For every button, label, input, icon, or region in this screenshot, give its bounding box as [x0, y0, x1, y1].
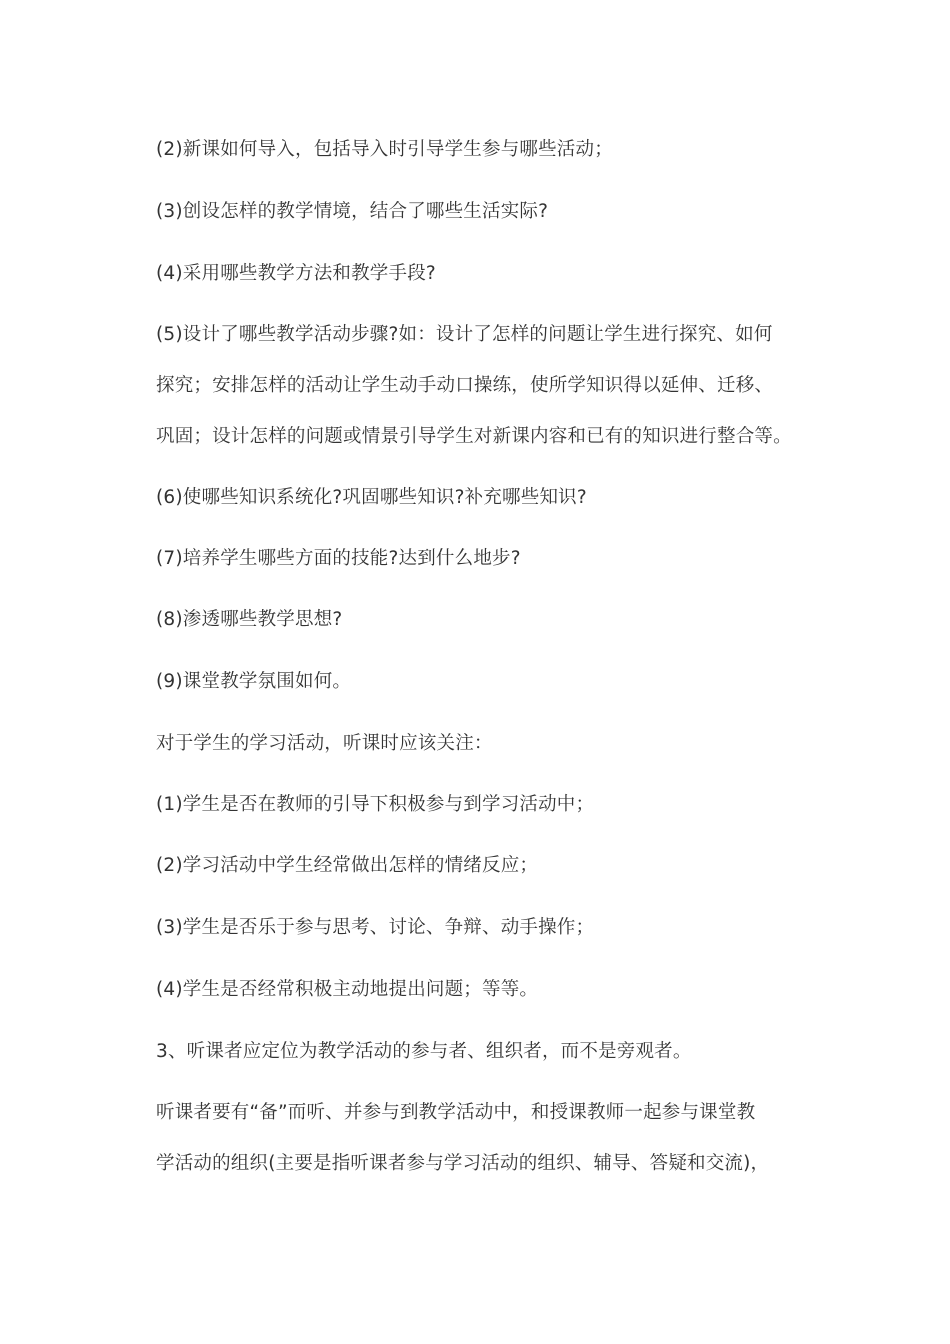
text-line: (9)课堂教学氛围如何。 [156, 671, 352, 692]
text-line: 学活动的组织(主要是指听课者参与学习活动的组织、辅导、答疑和交流)， [156, 1153, 770, 1174]
text-line: (4)采用哪些教学方法和教学手段? [156, 263, 436, 284]
text-line: (3)学生是否乐于参与思考、讨论、争辩、动手操作； [156, 917, 595, 938]
text-line: (2)学习活动中学生经常做出怎样的情绪反应； [156, 855, 539, 876]
text-line: (3)创设怎样的教学情境，结合了哪些生活实际? [156, 201, 549, 222]
text-line: (8)渗透哪些教学思想? [156, 609, 343, 630]
text-line: 听课者要有“备”而听、并参与到教学活动中，和授课教师一起参与课堂教 [156, 1102, 756, 1123]
text-line: (4)学生是否经常积极主动地提出问题；等等。 [156, 979, 539, 1000]
text-line: (1)学生是否在教师的引导下积极参与到学习活动中； [156, 794, 595, 815]
text-line: 巩固；设计怎样的问题或情景引导学生对新课内容和已有的知识进行整合等。 [156, 426, 792, 447]
text-line: (6)使哪些知识系统化?巩固哪些知识?补充哪些知识? [156, 487, 587, 508]
text-line: (2)新课如何导入，包括导入时引导学生参与哪些活动； [156, 139, 613, 160]
text-line: 探究；安排怎样的活动让学生动手动口操练，使所学知识得以延伸、迁移、 [156, 375, 774, 396]
text-line: 3、听课者应定位为教学活动的参与者、组织者，而不是旁观者。 [156, 1041, 692, 1062]
text-line: 对于学生的学习活动，听课时应该关注： [156, 733, 493, 754]
text-line: (7)培养学生哪些方面的技能?达到什么地步? [156, 548, 521, 569]
text-line: (5)设计了哪些教学活动步骤?如：设计了怎样的问题让学生进行探究、如何 [156, 324, 773, 345]
